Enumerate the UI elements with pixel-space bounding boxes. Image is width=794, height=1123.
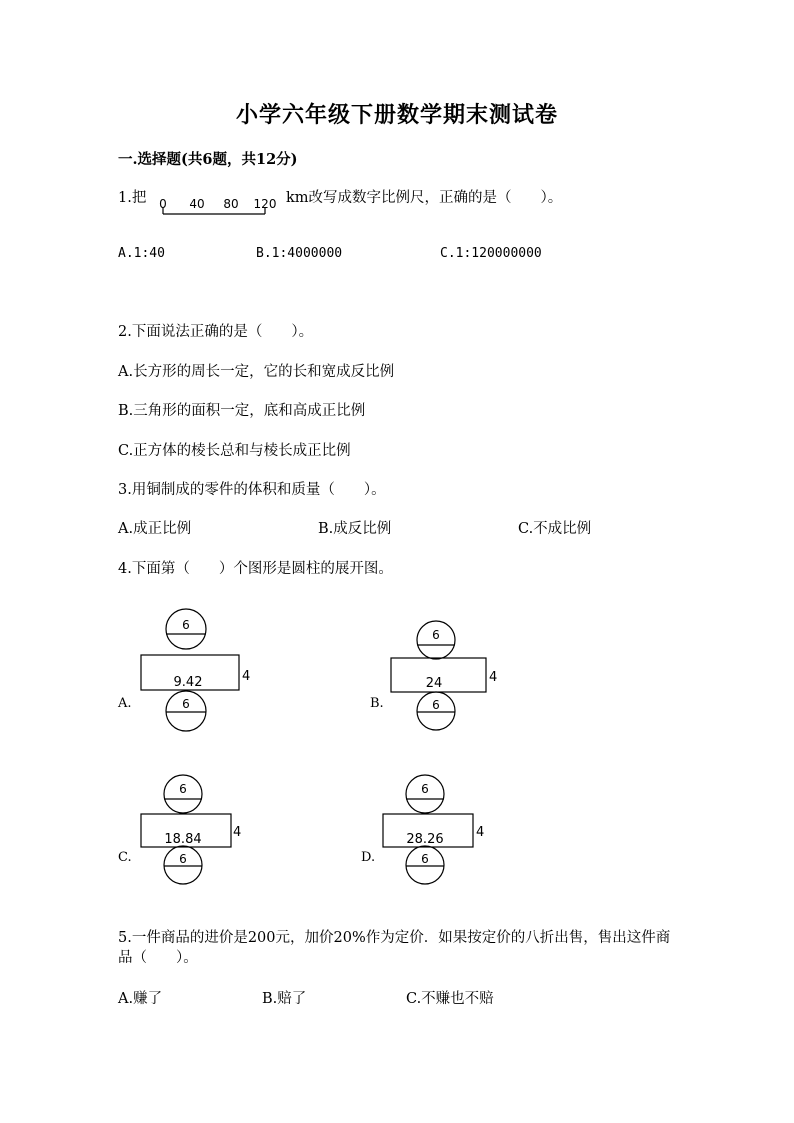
figure-c-net [138, 774, 253, 892]
q2-stem: 2.下面说法正确的是（ ）。 [118, 324, 314, 340]
svg-text:4: 4 [476, 825, 485, 840]
figure-b-net [388, 620, 508, 740]
scale-tick-label: 0 [159, 197, 167, 211]
q1-suffix: km改写成数字比例尺，正确的是（ ）。 [286, 190, 563, 206]
page-title: 小学六年级下册数学期末测试卷 [235, 102, 558, 128]
q5-option-c: C.不赚也不赔 [406, 991, 494, 1007]
q2-option-b: B.三角形的面积一定，底和高成正比例 [118, 403, 366, 419]
svg-text:4: 4 [489, 670, 498, 685]
q3-option-c: C.不成比例 [518, 521, 592, 537]
svg-text:6: 6 [182, 618, 190, 632]
svg-text:6: 6 [179, 852, 187, 866]
q4-stem: 4.下面第（ ）个图形是圆柱的展开图。 [118, 561, 393, 577]
figure-c-label: C. [118, 850, 132, 865]
svg-text:4: 4 [233, 825, 242, 840]
q1-option-c: C.1:120000000 [440, 246, 542, 261]
q5-option-a: A.赚了 [118, 991, 163, 1007]
svg-text:9.42: 9.42 [173, 675, 203, 690]
scale-tick-label: 40 [189, 197, 205, 211]
svg-text:6: 6 [421, 852, 429, 866]
svg-text:6: 6 [432, 628, 440, 642]
svg-text:28.26: 28.26 [406, 832, 444, 847]
q1-prefix: 1.把 [118, 190, 147, 206]
figure-a-label: A. [118, 696, 132, 711]
q1-option-b: B.1:4000000 [256, 246, 343, 261]
q1-option-a: A.1:40 [118, 246, 165, 261]
q2-option-a: A.长方形的周长一定，它的长和宽成反比例 [118, 364, 395, 380]
figure-b-label: B. [370, 696, 384, 711]
q3-option-b: B.成反比例 [318, 521, 392, 537]
svg-text:6: 6 [182, 697, 190, 711]
svg-text:24: 24 [425, 676, 443, 691]
scale-tick-label: 80 [223, 197, 239, 211]
scale-bar [155, 194, 283, 222]
q3-option-a: A.成正比例 [118, 521, 192, 537]
svg-text:6: 6 [179, 782, 187, 796]
q2-option-c: C.正方体的棱长总和与棱长成正比例 [118, 443, 351, 459]
q3-stem: 3.用铜制成的零件的体积和质量（ ）。 [118, 482, 386, 498]
svg-text:6: 6 [432, 698, 440, 712]
q5-stem: 5.一件商品的进价是200元，加价20%作为定价．如果按定价的八折出售，售出这件商品（ ）。 [118, 930, 671, 966]
figure-d-net [380, 774, 495, 892]
figure-d-label: D. [361, 850, 376, 865]
svg-text:6: 6 [421, 782, 429, 796]
scale-tick-label: 120 [253, 197, 277, 211]
section-heading: 一.选择题(共6题，共12分) [118, 151, 298, 168]
figure-a-net [138, 608, 258, 738]
q5-option-b: B.赔了 [262, 991, 307, 1007]
svg-text:18.84: 18.84 [164, 832, 202, 847]
svg-text:4: 4 [242, 669, 251, 684]
